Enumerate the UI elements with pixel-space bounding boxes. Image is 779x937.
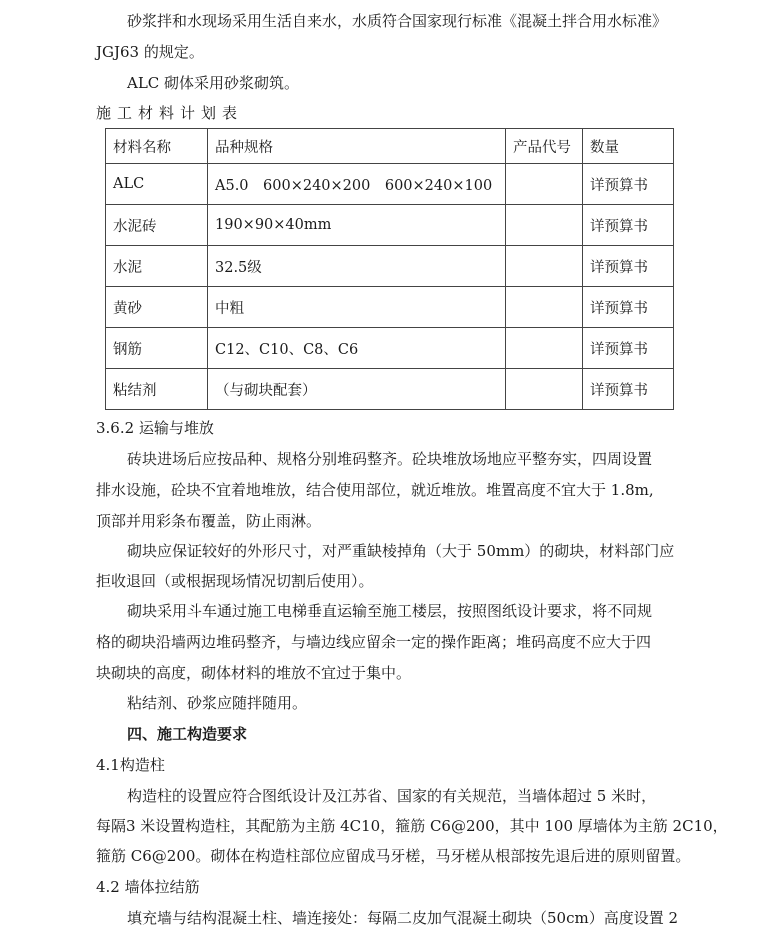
cell-spec: （与砌块配套）: [208, 369, 506, 410]
paragraph-adhesive: 粘结剂、砂浆应随拌随用。: [127, 694, 308, 712]
section-heading-4-2: 4.2 墙体拉结筋: [96, 878, 200, 896]
table-row: [106, 369, 674, 410]
header-material-name: 材料名称: [106, 129, 208, 164]
cell-spec: C12、C10、C8、C6: [208, 328, 506, 369]
table-row: [106, 287, 674, 328]
cell-spec: 190×90×40mm: [208, 205, 506, 246]
table-row: [106, 246, 674, 287]
cell-material: 粘结剂: [106, 369, 208, 410]
materials-table: [105, 128, 674, 410]
section-heading-4-1: 4.1构造柱: [96, 756, 165, 774]
cell-code: [506, 369, 583, 410]
section-heading-4: 四、施工构造要求: [127, 725, 248, 743]
section-heading-3-6-2: 3.6.2 运输与堆放: [96, 419, 214, 437]
table-header-row: [106, 129, 674, 164]
paragraph-block-size-line1: 砌块应保证较好的外形尺寸，对严重缺棱掉角（大于 50mm）的砌块，材料部门应: [127, 542, 675, 560]
paragraph-alc: ALC 砌体采用砂浆砌筑。: [127, 74, 300, 92]
header-product-code: 产品代号: [506, 129, 583, 164]
cell-code: [506, 328, 583, 369]
header-specification: 品种规格: [208, 129, 506, 164]
cell-code: [506, 205, 583, 246]
cell-spec: A5.0 600×240×200 600×240×100: [208, 164, 506, 205]
paragraph-transport-line2: 格的砌块沿墙两边堆码整齐，与墙边线应留余一定的操作距离；堆码高度不应大于四: [96, 633, 652, 651]
cell-code: [506, 246, 583, 287]
paragraph-water-line2: JGJ63 的规定。: [96, 43, 204, 61]
table-row: [106, 205, 674, 246]
header-quantity: 数量: [583, 129, 674, 164]
paragraph-stacking-line3: 顶部并用彩条布覆盖，防止雨淋。: [96, 512, 322, 530]
paragraph-block-size-line2: 拒收退回（或根据现场情况切割后使用）。: [96, 572, 374, 590]
paragraph-transport-line3: 块砌块的高度，砌体材料的堆放不宜过于集中。: [96, 664, 412, 682]
table-caption: 施工材料计划表: [96, 104, 244, 122]
cell-material: 钢筋: [106, 328, 208, 369]
paragraph-water-line1: 砂浆拌和水现场采用生活自来水，水质符合国家现行标准《混凝土拌合用水标准》: [127, 12, 668, 30]
table-row: [106, 164, 674, 205]
cell-material: 水泥: [106, 246, 208, 287]
paragraph-column-line1: 构造柱的设置应符合图纸设计及江苏省、国家的有关规范，当墙体超过 5 米时，: [127, 787, 657, 805]
paragraph-tie-bars-line1: 填充墙与结构混凝土柱、墙连接处：每隔二皮加气混凝土砌块（50cm）高度设置 2: [127, 909, 679, 927]
paragraph-stacking-line2: 排水设施，砼块不宜着地堆放，结合使用部位，就近堆放。堆置高度不宜大于 1.8m,: [96, 481, 654, 499]
cell-spec: 中粗: [208, 287, 506, 328]
cell-quantity: 详预算书: [583, 246, 674, 287]
cell-quantity: 详预算书: [583, 328, 674, 369]
paragraph-stacking-line1: 砖块进场后应按品种、规格分别堆码整齐。砼块堆放场地应平整夯实，四周设置: [127, 450, 653, 468]
paragraph-transport-line1: 砌块采用斗车通过施工电梯垂直运输至施工楼层，按照图纸设计要求，将不同规: [127, 602, 653, 620]
cell-material: 黄砂: [106, 287, 208, 328]
cell-quantity: 详预算书: [583, 369, 674, 410]
cell-material: 水泥砖: [106, 205, 208, 246]
cell-material: ALC: [106, 164, 208, 205]
table-row: [106, 328, 674, 369]
cell-quantity: 详预算书: [583, 205, 674, 246]
cell-quantity: 详预算书: [583, 164, 674, 205]
cell-spec: 32.5级: [208, 246, 506, 287]
paragraph-column-line3: 箍筋 C6@200。砌体在构造柱部位应留成马牙槎，马牙槎从根部按先退后进的原则留置。: [96, 847, 691, 865]
cell-quantity: 详预算书: [583, 287, 674, 328]
cell-code: [506, 164, 583, 205]
cell-code: [506, 287, 583, 328]
paragraph-column-line2: 每隔3 米设置构造柱，其配筋为主筋 4C10，箍筋 C6@200，其中 100 厚墙体为主筋 2C10，: [96, 817, 728, 835]
